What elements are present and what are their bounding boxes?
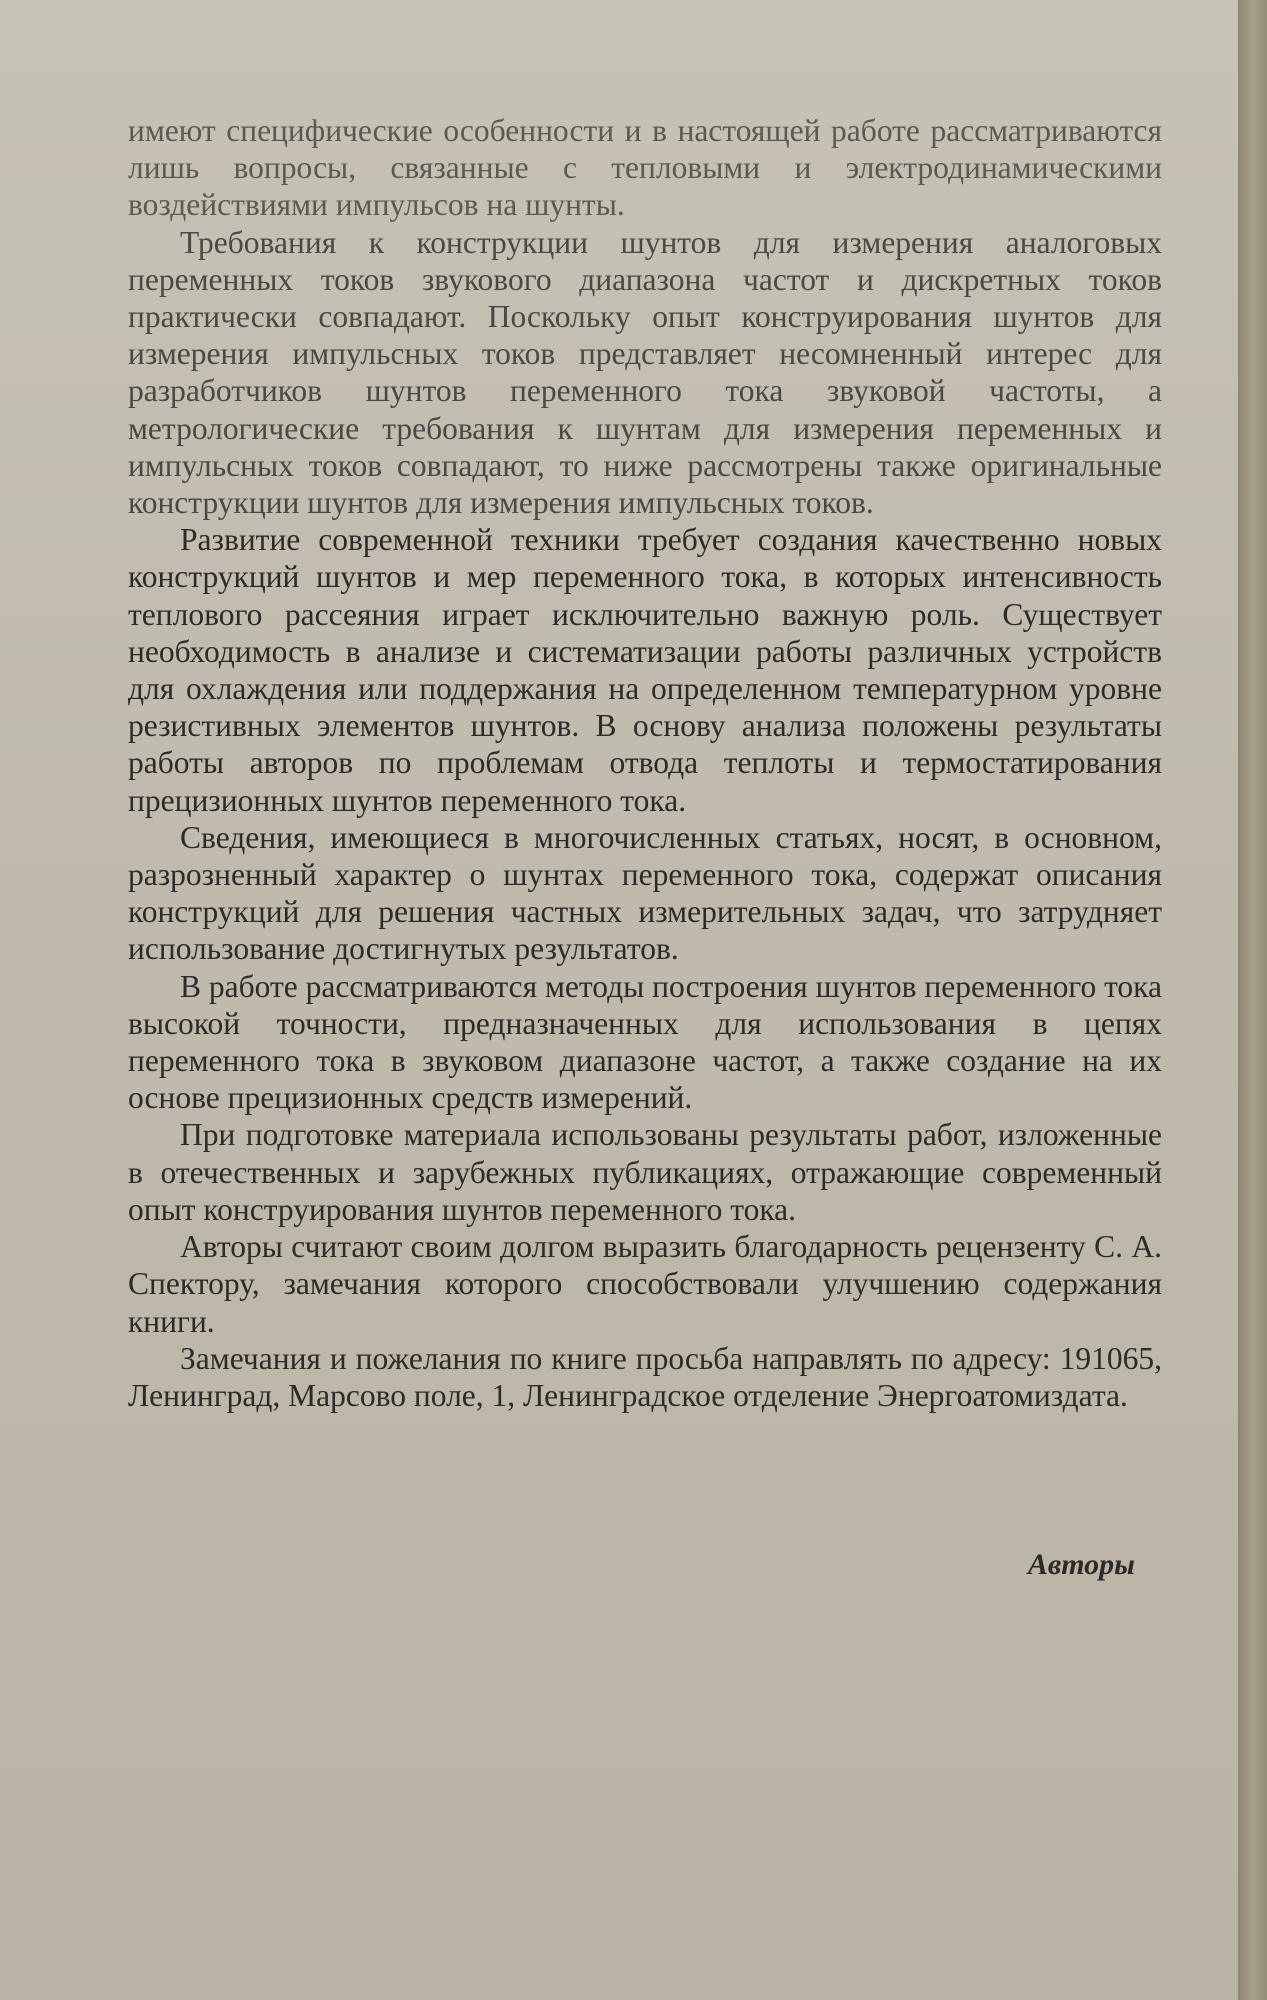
- body-text: [128, 112, 1162, 1414]
- paragraph-feedback-address: Замечания и пожелания по книге просьба направлять по адресу: 191065, Ленинград, Марсово поле, 1, Ленинградское отделение Энергоатомиздата.: [128, 1340, 1162, 1413]
- paragraph-development: Развитие современной техники требует создания качественно новых конструкций шунтов и мер переменного тока, в которых интенсивность теплового рассеяния играет исключительно важную роль. Существует необходимость в анализе и систематизации работы различных устройств для охлаждения или поддержания на определенном температурном уровне резистивных элементов шунтов. В основу анализа положены результаты работы авторов по проблемам отвода теплоты и термостатирования прецизионных шунтов переменного тока.: [128, 522, 1162, 818]
- paragraph-information: Сведения, имеющиеся в многочисленных статьях, носят, в основном, разрозненный характер о шунтах переменного тока, содержат описания конструкций для решения частных измерительных задач, что затрудняет использование достигнутых результатов.: [128, 819, 1162, 967]
- paragraph-methods: В работе рассматриваются методы построения шунтов переменного тока высокой точности, предназначенных для использования в цепях переменного тока в звуковом диапазоне частот, а также создание на их основе прецизионных средств измерений.: [128, 968, 1162, 1116]
- authors-signature: Авторы: [1027, 1548, 1135, 1581]
- paragraph-requirements: Требования к конструкции шунтов для измерения аналоговых переменных токов звукового диапазона частот и дискретных токов практически совпадают. Поскольку опыт конструирования шунтов для измерения импульсных токов представляет несомненный интерес для разработчиков шунтов переменного тока звуковой частоты, а метрологические требования к шунтам для измерения переменных и импульсных токов совпадают, то ниже рассмотрены также оригинальные конструкции шунтов для измерения импульсных токов.: [128, 224, 1162, 521]
- paragraph-continuation: имеют специфические особенности и в настоящей работе рассматриваются лишь вопросы, связанные с тепловыми и электродинамическими воздействиями импульсов на шунты.: [128, 113, 1162, 223]
- page-edge: [1238, 0, 1267, 2000]
- paragraph-materials: При подготовке материала использованы результаты работ, изложенные в отечественных и зарубежных публикациях, отражающие современный опыт конструирования шунтов переменного тока.: [128, 1117, 1162, 1227]
- paragraph-acknowledgement: Авторы считают своим долгом выразить благодарность рецензенту С. А. Спектору, замечания которого способствовали улучшению содержания книги.: [128, 1229, 1162, 1339]
